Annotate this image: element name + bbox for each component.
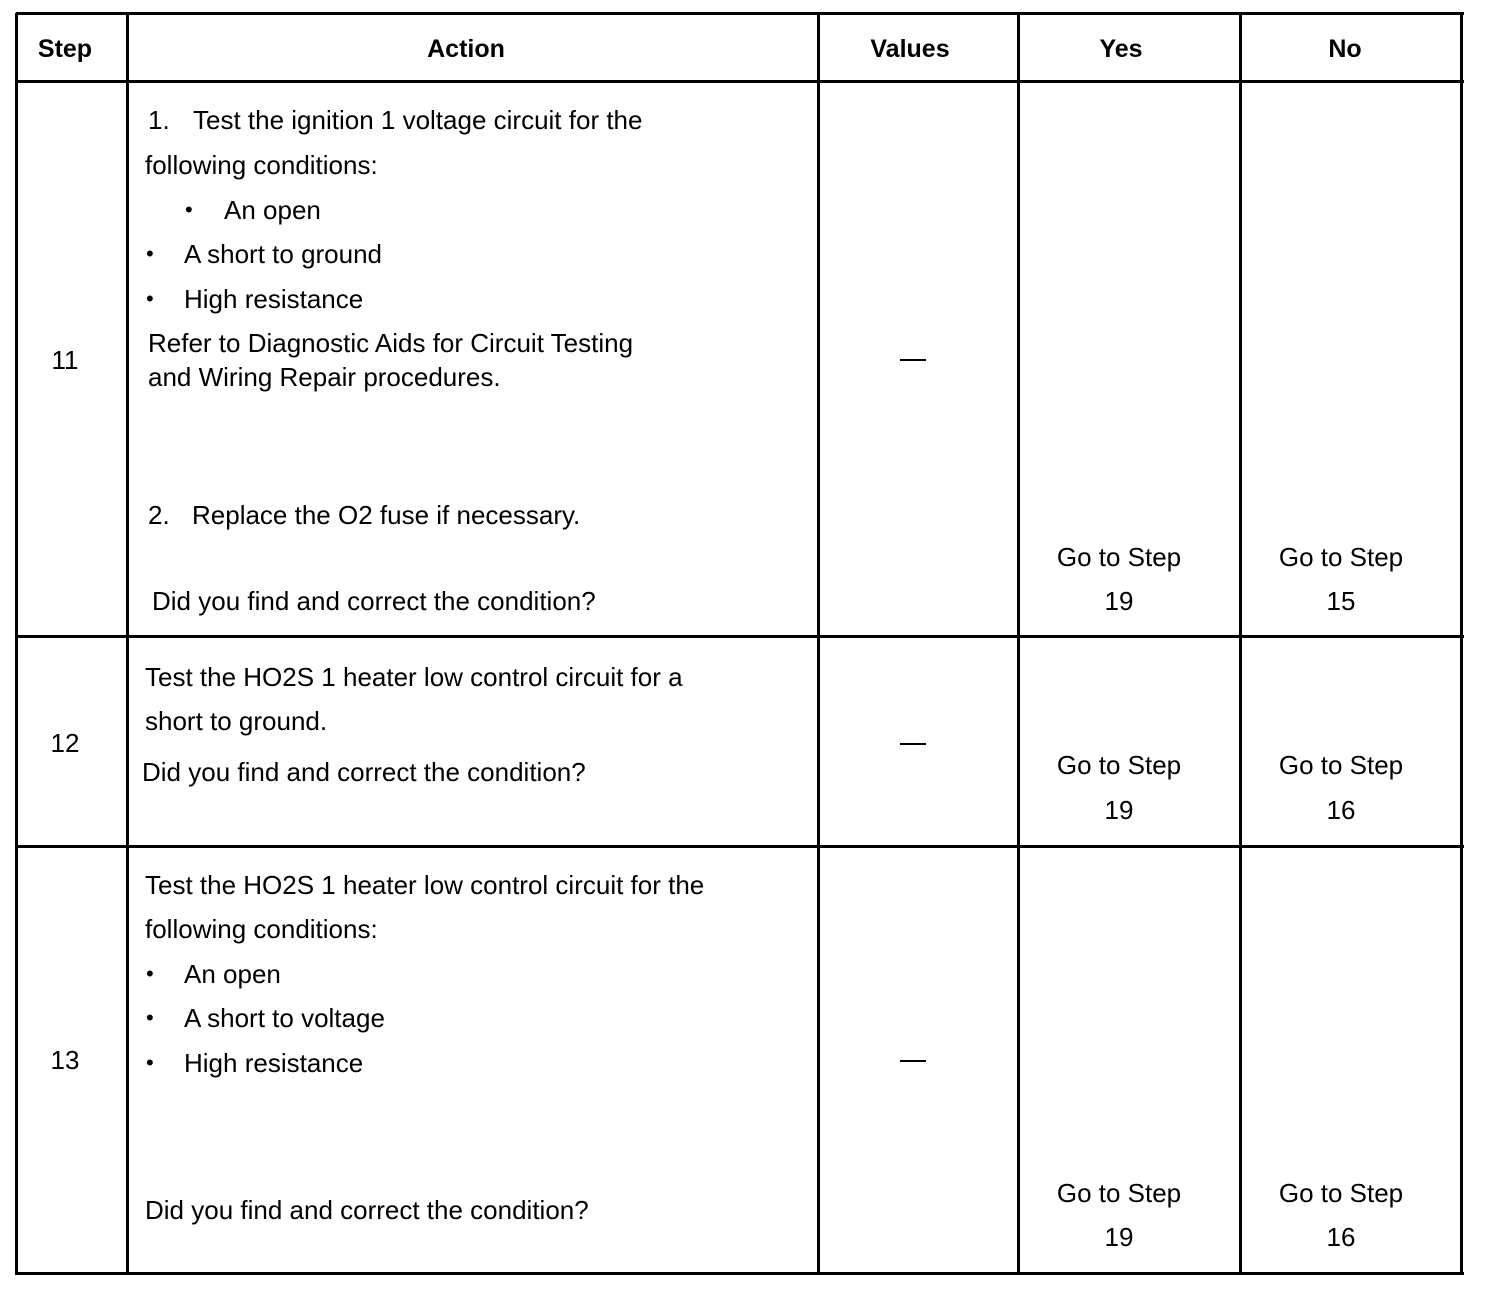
value-dash	[900, 359, 926, 361]
action-bullet-text: An open	[224, 195, 321, 225]
table-border-left	[15, 13, 18, 1275]
action-text: short to ground.	[145, 706, 328, 736]
action-bullet-text: High resistance	[184, 284, 364, 314]
action-question: Did you find and correct the condition?	[145, 1195, 589, 1225]
value-dash	[900, 743, 926, 745]
action-bullet-text: High resistance	[184, 1048, 364, 1078]
column-divider	[126, 13, 129, 1275]
action-question: Did you find and correct the condition?	[152, 586, 596, 616]
table-border-right	[1460, 13, 1463, 1275]
bullet-icon: •	[146, 241, 154, 266]
header-values: Values	[870, 35, 950, 63]
yes-goto-step: 19	[1104, 795, 1134, 825]
column-divider	[1017, 13, 1020, 1275]
table-border-top	[16, 12, 1464, 15]
header-action: Action	[427, 35, 505, 63]
yes-goto-label: Go to Step	[1056, 750, 1182, 780]
action-text: Test the HO2S 1 heater low control circuit for a	[145, 662, 683, 692]
action-reference: and Wiring Repair procedures.	[148, 362, 501, 392]
column-divider	[1239, 13, 1242, 1275]
header-step: Step	[37, 35, 93, 63]
step-number: 11	[51, 345, 79, 375]
action-text: Replace the O2 fuse if necessary.	[192, 500, 581, 530]
no-goto-label: Go to Step	[1278, 750, 1404, 780]
row-divider	[16, 845, 1464, 848]
action-text: Test the ignition 1 voltage circuit for the	[193, 105, 643, 135]
action-item-number: 1.	[148, 105, 170, 135]
action-question: Did you find and correct the condition?	[142, 757, 586, 787]
action-bullet-text: A short to ground	[184, 239, 383, 269]
yes-goto-step: 19	[1104, 1222, 1134, 1252]
value-dash	[900, 1060, 926, 1062]
no-goto-label: Go to Step	[1278, 542, 1404, 572]
action-text: following conditions:	[145, 914, 378, 944]
action-item-number: 2.	[148, 500, 170, 530]
no-goto-label: Go to Step	[1278, 1178, 1404, 1208]
action-text: following conditions:	[145, 150, 378, 180]
row-divider	[16, 635, 1464, 638]
column-divider	[817, 13, 820, 1275]
bullet-icon: •	[146, 1050, 154, 1075]
header-yes: Yes	[1099, 35, 1143, 63]
yes-goto-step: 19	[1104, 586, 1134, 616]
yes-goto-label: Go to Step	[1056, 542, 1182, 572]
no-goto-step: 16	[1326, 1222, 1356, 1252]
bullet-icon: •	[146, 961, 154, 986]
header-no: No	[1328, 35, 1362, 63]
no-goto-step: 15	[1326, 586, 1356, 616]
action-bullet-text: A short to voltage	[184, 1003, 385, 1033]
bullet-icon: •	[146, 286, 154, 311]
table-border-bottom	[16, 1272, 1464, 1275]
bullet-icon: •	[146, 1005, 154, 1030]
step-number: 12	[50, 728, 80, 758]
action-reference: Refer to Diagnostic Aids for Circuit Testing	[148, 328, 634, 358]
yes-goto-label: Go to Step	[1056, 1178, 1182, 1208]
header-divider	[16, 80, 1464, 83]
bullet-icon: •	[185, 197, 193, 222]
step-number: 13	[50, 1045, 80, 1075]
action-text: Test the HO2S 1 heater low control circuit for the	[145, 870, 705, 900]
no-goto-step: 16	[1326, 795, 1356, 825]
action-bullet-text: An open	[184, 959, 281, 989]
